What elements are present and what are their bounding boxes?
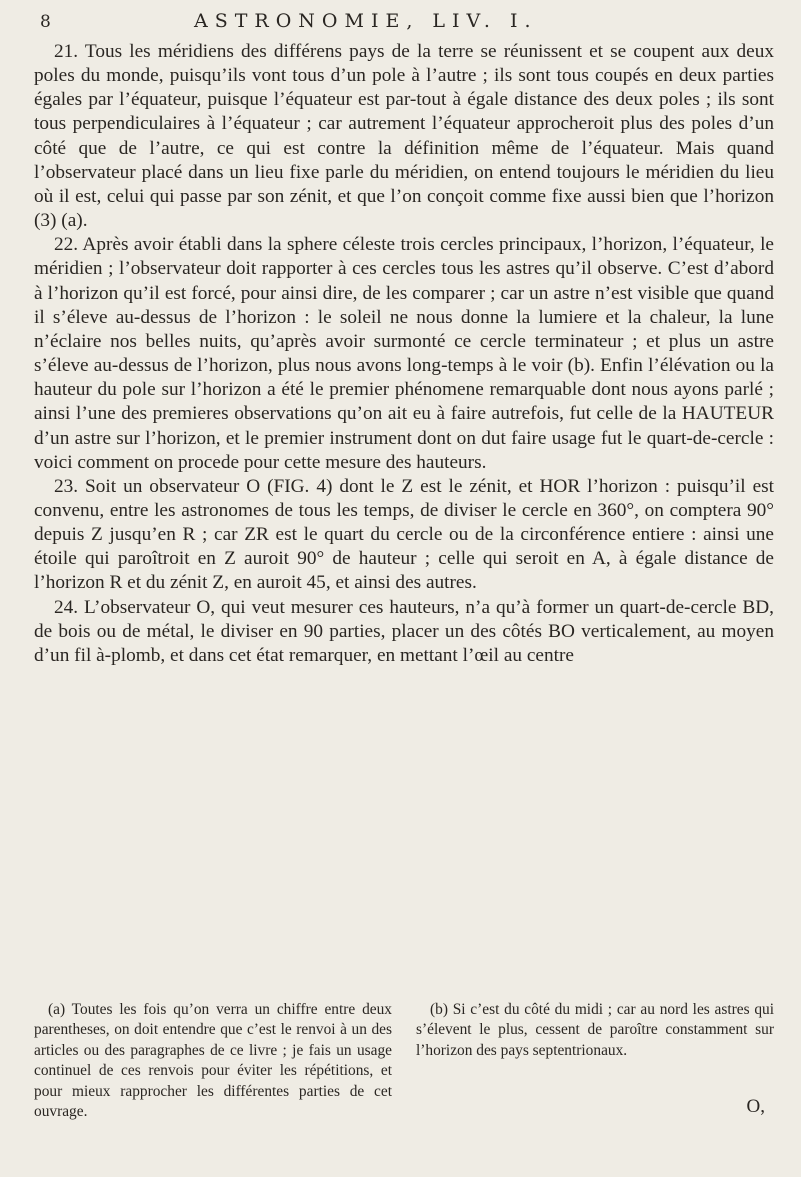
footnotes (34, 1000, 774, 1122)
catchword: O, (746, 1096, 765, 1117)
running-title: ASTRONOMIE, LIV. I. (194, 10, 538, 32)
footnote-column-left (34, 1000, 392, 1122)
paragraph-24: 24. L’observateur O, qui veut mesurer ces hauteurs, n’a qu’à former un quart-de-cercle BD, de bois ou de métal, le diviser en 90 parties, placer un des côtés BO verticalement, au moyen d’un fil à-plomb, et dans cet état remarquer, en mettant l’œil au centre (34, 596, 774, 666)
main-text (34, 40, 774, 668)
footnote-a: (a) Toutes les fois qu’on verra un chiffre entre deux parentheses, on doit entendre que c’est le renvoi à un des articles ou des paragraphes de ce livre ; je fais un usage continuel de ces renvois pour éviter les répétitions, et pour mieux rapprocher les différentes parties de cet ouvrage. (34, 1001, 392, 1121)
footnote-b: (b) Si c’est du côté du midi ; car au nord les astres qui s’élevent le plus, cessent de paroître constamment sur l’horizon des pays septentrionaux. (416, 1001, 774, 1059)
footnote-column-right (416, 1000, 774, 1122)
paragraph-22: 22. Après avoir établi dans la sphere céleste trois cercles principaux, l’horizon, l’équateur, le méridien ; l’observateur doit rapporter à ces cercles tous les astres qu’il observe. C’est d’abord à l’horizon qu’il est forcé, pour ainsi dire, de les comparer ; car un astre n’est visible que quand il s’éleve au-dessus de l’horizon : le soleil ne nous donne la lumiere et la chaleur, la lune n’éclaire nos belles nuits, qu’après avoir surmonté ce cercle terminateur ; et plus un astre s’éleve au-dessus de l’horizon, plus nous avons long-temps à le voir (b). Enfin l’élévation ou la hauteur du pole sur l’horizon a été le premier phénomene remarquable dont nous ayons parlé ; ainsi l’une des premieres observations qu’on ait eu à faire autrefois, fut celle de la HAUTEUR d’un astre sur l’horizon, et le premier instrument dont on dut faire usage fut le quart-de-cercle : voici comment on procede pour cette mesure des hauteurs. (34, 234, 774, 473)
page-header (36, 10, 776, 36)
paragraph-23: 23. Soit un observateur O (FIG. 4) dont le Z est le zénit, et HOR l’horizon : puisqu’il est convenu, entre les astronomes de tous les temps, de diviser le cercle en 360°, on comptera 90° depuis Z jusqu’en R ; car ZR est le quart du cercle ou de la circonférence entiere : ainsi une étoile qui paroîtroit en Z auroit 90° de hauteur ; celle qui seroit en A, à égale distance de l’horizon R et du zénit Z, en auroit 45, et ainsi des autres. (34, 475, 774, 594)
page-number: 8 (40, 12, 51, 32)
paragraph-21: 21. Tous les méridiens des différens pays de la terre se réunissent et se coupent aux deux poles du monde, puisqu’ils vont tous d’un pole à l’autre ; ils sont tous coupés en deux parties égales par l’équateur, puisque l’équateur est par-tout à égale distance des deux poles ; ils sont tous perpendiculaires à l’équateur ; car autrement l’équateur approcheroit plus des poles d’un côté que de l’autre, ce qui est contre la définition même de l’équateur. Mais quand l’observateur placé dans un lieu fixe parle du méridien, on entend toujours le méridien du lieu où il est, celui qui passe par son zénit, et que l’on conçoit comme fixe aussi bien que l’horizon (3) (a). (34, 41, 774, 232)
